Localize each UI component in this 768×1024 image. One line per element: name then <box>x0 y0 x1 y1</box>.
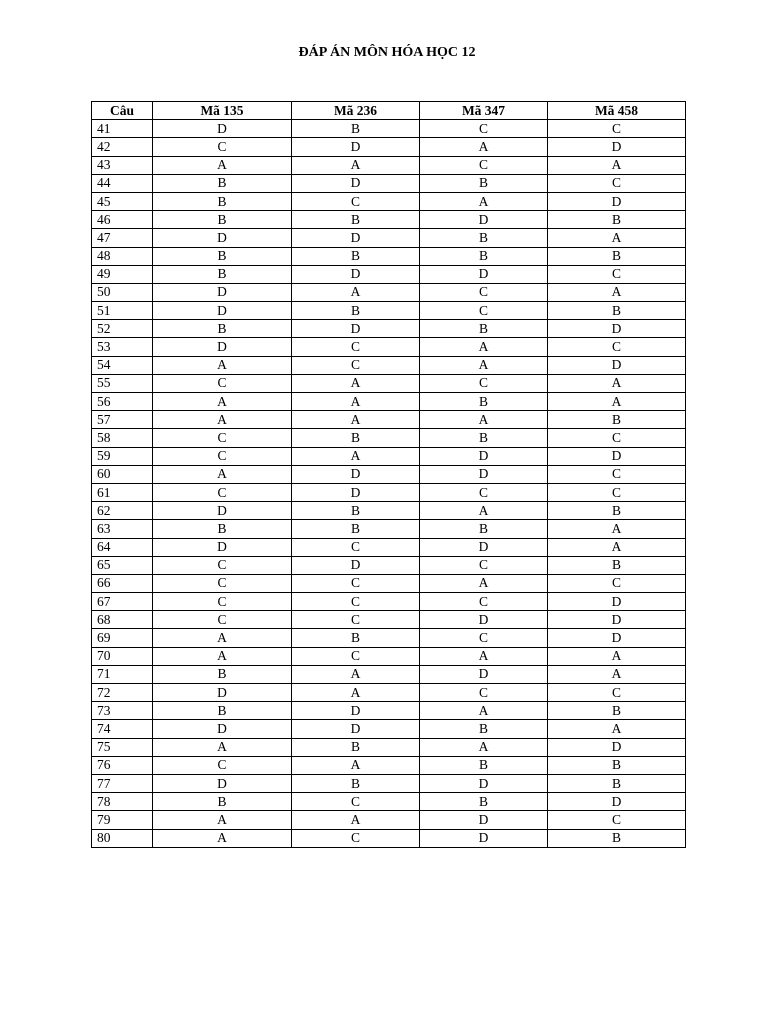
answer-cell-347: B <box>420 520 548 538</box>
table-row <box>92 356 686 374</box>
answer-cell-236: B <box>292 302 420 320</box>
answer-cell-458: A <box>548 665 686 683</box>
question-number-cell: 54 <box>92 356 153 374</box>
answer-cell-236: A <box>292 393 420 411</box>
answer-cell-458: C <box>548 338 686 356</box>
question-number-cell: 70 <box>92 647 153 665</box>
answer-cell-458: D <box>548 192 686 210</box>
question-number-cell: 74 <box>92 720 153 738</box>
answer-cell-347: A <box>420 192 548 210</box>
answer-cell-135: B <box>153 520 292 538</box>
question-number-cell: 79 <box>92 811 153 829</box>
answer-cell-236: D <box>292 320 420 338</box>
table-row <box>92 174 686 192</box>
answer-cell-347: C <box>420 374 548 392</box>
table-row <box>92 283 686 301</box>
header-code-236: Mã 236 <box>292 102 420 120</box>
answer-cell-347: C <box>420 302 548 320</box>
table-row <box>92 829 686 847</box>
answer-cell-458: C <box>548 483 686 501</box>
header-question: Câu <box>92 102 153 120</box>
answer-cell-347: C <box>420 120 548 138</box>
answer-cell-458: C <box>548 465 686 483</box>
question-number-cell: 46 <box>92 211 153 229</box>
answer-cell-347: A <box>420 702 548 720</box>
answer-cell-236: D <box>292 229 420 247</box>
answer-cell-458: D <box>548 447 686 465</box>
answer-cell-236: C <box>292 593 420 611</box>
answer-cell-458: B <box>548 211 686 229</box>
answer-cell-347: B <box>420 229 548 247</box>
answer-cell-236: D <box>292 138 420 156</box>
answer-cell-135: D <box>153 120 292 138</box>
question-number-cell: 72 <box>92 684 153 702</box>
answer-cell-135: D <box>153 283 292 301</box>
table-row <box>92 574 686 592</box>
table-row <box>92 556 686 574</box>
table-row <box>92 229 686 247</box>
answer-cell-347: D <box>420 811 548 829</box>
answer-cell-458: C <box>548 120 686 138</box>
answer-cell-347: D <box>420 665 548 683</box>
question-number-cell: 52 <box>92 320 153 338</box>
answer-cell-347: A <box>420 338 548 356</box>
answer-cell-347: B <box>420 174 548 192</box>
answer-cell-135: A <box>153 393 292 411</box>
answer-cell-347: A <box>420 647 548 665</box>
answer-cell-135: B <box>153 265 292 283</box>
question-number-cell: 69 <box>92 629 153 647</box>
answer-cell-236: B <box>292 502 420 520</box>
answer-cell-458: C <box>548 684 686 702</box>
answer-cell-236: B <box>292 120 420 138</box>
answer-cell-347: D <box>420 829 548 847</box>
answer-cell-236: C <box>292 829 420 847</box>
answer-cell-135: A <box>153 411 292 429</box>
answer-cell-135: A <box>153 811 292 829</box>
answer-cell-458: A <box>548 647 686 665</box>
answer-cell-236: A <box>292 811 420 829</box>
answer-cell-347: D <box>420 211 548 229</box>
table-row <box>92 738 686 756</box>
answer-cell-347: A <box>420 738 548 756</box>
answer-cell-135: C <box>153 593 292 611</box>
question-number-cell: 45 <box>92 192 153 210</box>
answer-cell-458: A <box>548 538 686 556</box>
answer-cell-347: D <box>420 611 548 629</box>
answer-cell-135: B <box>153 665 292 683</box>
answer-cell-236: A <box>292 156 420 174</box>
question-number-cell: 43 <box>92 156 153 174</box>
header-code-135: Mã 135 <box>153 102 292 120</box>
answer-cell-458: D <box>548 320 686 338</box>
answer-cell-347: A <box>420 502 548 520</box>
answer-cell-135: C <box>153 756 292 774</box>
table-row <box>92 502 686 520</box>
question-number-cell: 47 <box>92 229 153 247</box>
table-row <box>92 756 686 774</box>
answer-cell-135: B <box>153 320 292 338</box>
answer-cell-135: A <box>153 647 292 665</box>
table-row <box>92 156 686 174</box>
document-title: ĐÁP ÁN MÔN HÓA HỌC 12 <box>298 45 476 60</box>
question-number-cell: 44 <box>92 174 153 192</box>
answer-cell-135: B <box>153 192 292 210</box>
answer-cell-347: D <box>420 538 548 556</box>
answer-cell-458: D <box>548 593 686 611</box>
answer-cell-458: D <box>548 793 686 811</box>
answer-cell-135: C <box>153 556 292 574</box>
answer-cell-347: A <box>420 356 548 374</box>
table-row <box>92 702 686 720</box>
table-header-row <box>92 102 686 120</box>
answer-cell-135: A <box>153 156 292 174</box>
question-number-cell: 66 <box>92 574 153 592</box>
answer-cell-135: C <box>153 447 292 465</box>
answer-cell-135: B <box>153 174 292 192</box>
answer-cell-458: D <box>548 611 686 629</box>
table-row <box>92 684 686 702</box>
question-number-cell: 76 <box>92 756 153 774</box>
answer-cell-347: C <box>420 283 548 301</box>
table-row <box>92 774 686 792</box>
answer-cell-458: A <box>548 520 686 538</box>
answer-cell-347: B <box>420 756 548 774</box>
question-number-cell: 56 <box>92 393 153 411</box>
answer-cell-347: C <box>420 156 548 174</box>
table-row <box>92 393 686 411</box>
table-row <box>92 411 686 429</box>
answer-cell-236: B <box>292 774 420 792</box>
table-row <box>92 611 686 629</box>
table-row <box>92 338 686 356</box>
table-row <box>92 447 686 465</box>
answer-cell-135: B <box>153 793 292 811</box>
table-row <box>92 120 686 138</box>
answer-cell-347: D <box>420 774 548 792</box>
answer-cell-135: A <box>153 738 292 756</box>
answer-cell-347: D <box>420 465 548 483</box>
answer-cell-458: B <box>548 302 686 320</box>
header-code-347: Mã 347 <box>420 102 548 120</box>
question-number-cell: 61 <box>92 483 153 501</box>
question-number-cell: 64 <box>92 538 153 556</box>
answer-cell-236: C <box>292 338 420 356</box>
question-number-cell: 80 <box>92 829 153 847</box>
answer-cell-347: C <box>420 629 548 647</box>
answer-cell-347: C <box>420 684 548 702</box>
question-number-cell: 51 <box>92 302 153 320</box>
answer-key-table <box>91 101 686 848</box>
answer-cell-135: C <box>153 429 292 447</box>
question-number-cell: 60 <box>92 465 153 483</box>
table-row <box>92 265 686 283</box>
answer-cell-347: B <box>420 793 548 811</box>
answer-cell-347: C <box>420 556 548 574</box>
answer-cell-236: C <box>292 574 420 592</box>
answer-cell-236: A <box>292 756 420 774</box>
answer-cell-135: A <box>153 829 292 847</box>
answer-cell-236: B <box>292 738 420 756</box>
answer-cell-458: D <box>548 138 686 156</box>
answer-cell-236: D <box>292 483 420 501</box>
question-number-cell: 58 <box>92 429 153 447</box>
answer-cell-135: C <box>153 574 292 592</box>
answer-cell-347: B <box>420 720 548 738</box>
answer-cell-458: D <box>548 356 686 374</box>
answer-cell-236: A <box>292 411 420 429</box>
answer-cell-135: C <box>153 483 292 501</box>
answer-cell-236: C <box>292 356 420 374</box>
question-number-cell: 53 <box>92 338 153 356</box>
answer-cell-135: A <box>153 465 292 483</box>
question-number-cell: 42 <box>92 138 153 156</box>
answer-cell-347: A <box>420 574 548 592</box>
answer-cell-458: B <box>548 411 686 429</box>
table-row <box>92 793 686 811</box>
answer-cell-458: A <box>548 393 686 411</box>
answer-cell-135: D <box>153 338 292 356</box>
table-row <box>92 429 686 447</box>
answer-cell-236: B <box>292 429 420 447</box>
answer-cell-135: C <box>153 374 292 392</box>
question-number-cell: 65 <box>92 556 153 574</box>
table-row <box>92 302 686 320</box>
question-number-cell: 73 <box>92 702 153 720</box>
answer-cell-236: C <box>292 793 420 811</box>
answer-cell-236: A <box>292 447 420 465</box>
table-row <box>92 538 686 556</box>
question-number-cell: 78 <box>92 793 153 811</box>
table-row <box>92 520 686 538</box>
answer-cell-135: A <box>153 629 292 647</box>
answer-cell-458: D <box>548 629 686 647</box>
answer-cell-236: D <box>292 556 420 574</box>
table-row <box>92 665 686 683</box>
question-number-cell: 59 <box>92 447 153 465</box>
answer-cell-347: D <box>420 265 548 283</box>
answer-cell-347: B <box>420 393 548 411</box>
answer-cell-236: C <box>292 538 420 556</box>
answer-cell-458: B <box>548 702 686 720</box>
answer-cell-458: A <box>548 374 686 392</box>
answer-cell-458: C <box>548 429 686 447</box>
answer-cell-236: C <box>292 647 420 665</box>
answer-cell-236: D <box>292 702 420 720</box>
answer-cell-458: B <box>548 502 686 520</box>
answer-cell-236: C <box>292 611 420 629</box>
header-code-458: Mã 458 <box>548 102 686 120</box>
answer-cell-236: C <box>292 192 420 210</box>
question-number-cell: 67 <box>92 593 153 611</box>
answer-cell-347: D <box>420 447 548 465</box>
answer-cell-458: C <box>548 811 686 829</box>
answer-cell-347: B <box>420 320 548 338</box>
answer-cell-236: D <box>292 265 420 283</box>
answer-cell-236: B <box>292 520 420 538</box>
answer-cell-236: A <box>292 665 420 683</box>
question-number-cell: 57 <box>92 411 153 429</box>
table-row <box>92 593 686 611</box>
answer-cell-236: A <box>292 684 420 702</box>
question-number-cell: 68 <box>92 611 153 629</box>
answer-cell-135: B <box>153 702 292 720</box>
table-row <box>92 647 686 665</box>
answer-cell-236: D <box>292 174 420 192</box>
table-row <box>92 247 686 265</box>
table-row <box>92 374 686 392</box>
table-row <box>92 483 686 501</box>
answer-cell-236: B <box>292 211 420 229</box>
table-row <box>92 811 686 829</box>
answer-cell-347: B <box>420 429 548 447</box>
answer-cell-458: A <box>548 229 686 247</box>
answer-cell-458: A <box>548 156 686 174</box>
answer-cell-347: C <box>420 483 548 501</box>
answer-cell-458: C <box>548 174 686 192</box>
answer-cell-135: D <box>153 302 292 320</box>
question-number-cell: 75 <box>92 738 153 756</box>
answer-rows <box>92 120 686 848</box>
answer-cell-347: B <box>420 247 548 265</box>
answer-cell-236: B <box>292 629 420 647</box>
answer-cell-135: C <box>153 611 292 629</box>
answer-cell-135: C <box>153 138 292 156</box>
answer-cell-135: D <box>153 229 292 247</box>
answer-cell-135: D <box>153 502 292 520</box>
answer-cell-458: D <box>548 738 686 756</box>
answer-cell-347: C <box>420 593 548 611</box>
question-number-cell: 48 <box>92 247 153 265</box>
table-row <box>92 320 686 338</box>
question-number-cell: 50 <box>92 283 153 301</box>
table-row <box>92 138 686 156</box>
answer-cell-458: B <box>548 829 686 847</box>
answer-cell-236: D <box>292 720 420 738</box>
answer-cell-347: A <box>420 138 548 156</box>
table-row <box>92 192 686 210</box>
question-number-cell: 49 <box>92 265 153 283</box>
answer-cell-458: B <box>548 756 686 774</box>
question-number-cell: 71 <box>92 665 153 683</box>
question-number-cell: 77 <box>92 774 153 792</box>
table-row <box>92 465 686 483</box>
answer-cell-135: B <box>153 247 292 265</box>
table-row <box>92 211 686 229</box>
answer-cell-135: D <box>153 684 292 702</box>
answer-cell-135: A <box>153 356 292 374</box>
answer-cell-135: B <box>153 211 292 229</box>
answer-cell-458: B <box>548 247 686 265</box>
table-row <box>92 720 686 738</box>
answer-cell-236: A <box>292 374 420 392</box>
question-number-cell: 63 <box>92 520 153 538</box>
answer-cell-135: D <box>153 538 292 556</box>
question-number-cell: 41 <box>92 120 153 138</box>
answer-cell-236: A <box>292 283 420 301</box>
answer-cell-236: B <box>292 247 420 265</box>
table-row <box>92 629 686 647</box>
answer-cell-458: C <box>548 265 686 283</box>
answer-cell-458: A <box>548 283 686 301</box>
answer-cell-347: A <box>420 411 548 429</box>
answer-cell-458: C <box>548 574 686 592</box>
question-number-cell: 55 <box>92 374 153 392</box>
answer-cell-135: D <box>153 720 292 738</box>
answer-cell-458: B <box>548 774 686 792</box>
answer-cell-236: D <box>292 465 420 483</box>
answer-cell-458: B <box>548 556 686 574</box>
question-number-cell: 62 <box>92 502 153 520</box>
answer-cell-458: A <box>548 720 686 738</box>
answer-cell-135: D <box>153 774 292 792</box>
